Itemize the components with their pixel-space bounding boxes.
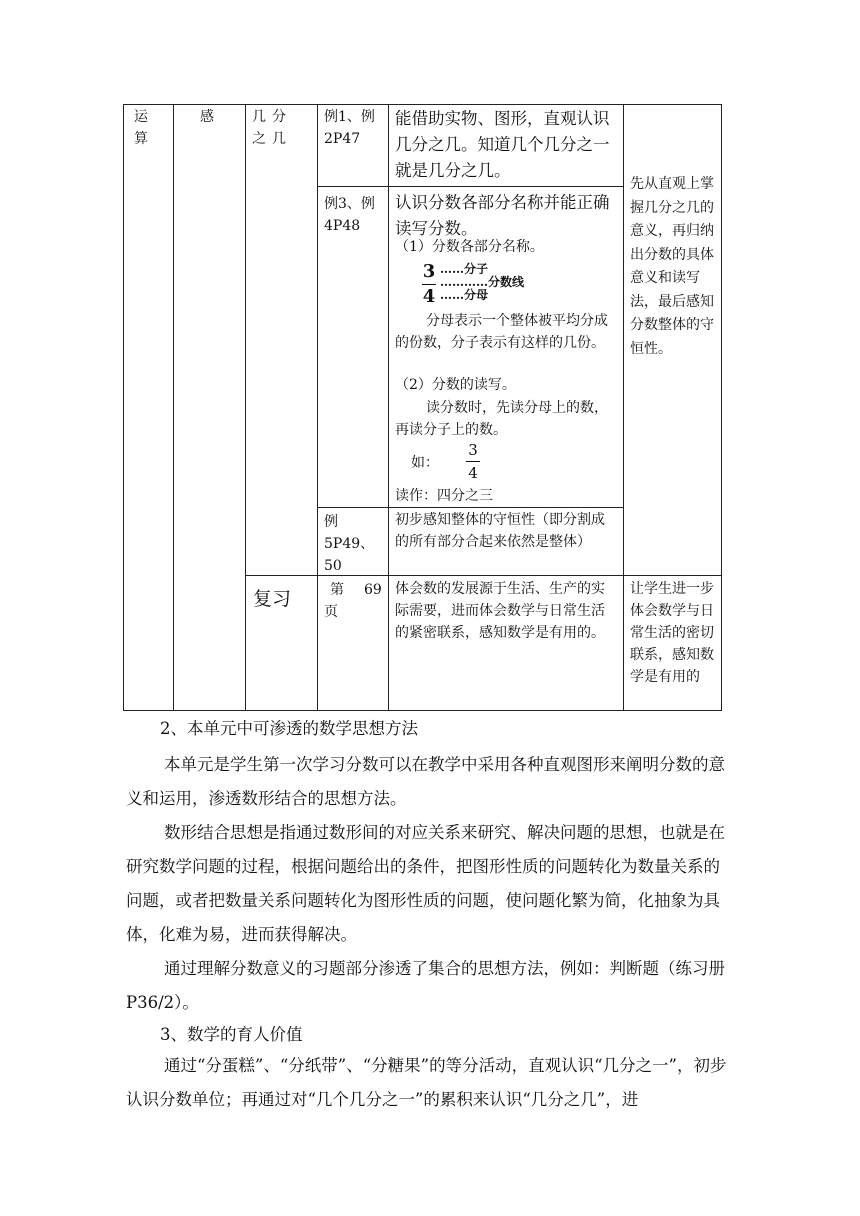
table-row-divider [245,575,722,576]
content-cell: 初步感知整体的守恒性（即分割成的所有部分合起来依然是整体） [395,512,605,550]
example-denominator: 4 [468,464,478,482]
table-border-bottom [123,710,722,711]
example-ref-cell: 例3、例4P48 [324,196,375,234]
section-heading: 2、本单元中可渗透的数学思想方法 [160,719,418,738]
content-read-as: 读作：四分之三 [395,488,493,504]
review-note-cell: 让学生进一步体会数学与日常生活的密切联系，感知数学是有用的 [630,581,714,685]
diagram-label-numerator: ……分子 [440,262,489,276]
example-numerator: 3 [468,441,478,459]
section-heading: 3、数学的育人价值 [160,1025,303,1044]
diagram-label-line: …………分数线 [440,275,525,289]
table-col-divider [317,104,318,711]
table-row-divider [317,507,623,508]
example-prefix: 如： [411,455,439,471]
table-border-left [123,104,124,711]
review-content-cell: 体会数的发展源于生活、生产的实际需要，进而体会数学与日常生活的紧密联系，感知数学是有用的。 [395,581,605,641]
table-col-divider [173,104,174,711]
paragraph: 通过理解分数意义的习题部分渗透了集合的思想方法，例如：判断题（练习册 P36/2）。 [126,959,725,1012]
note-cell: 先从直观上掌握几分之几的意义，再归纳出分数的具体意义和读写法，最后感知分数整体的守恒性。 [630,176,714,357]
paragraph: 数形结合思想是指通过数形间的对应关系来研究、解决问题的思想，也就是在研究数学问题的过程，根据问题给出的条件，把图形性质的问题转化为数量关系的问题，或者把数量关系问题转化为图形性质的问题，使问题化繁为简，化抽象为具体，化难为易，进而获得解决。 [126,823,725,944]
table-col-divider [388,104,389,711]
diagram-label-denominator: ……分母 [440,288,489,302]
content-item: （2）分数的读写。 [395,377,516,393]
topic-cell: 几分之几 [252,109,292,147]
review-ref-part: 第 [330,582,344,598]
table-col-divider [623,104,624,711]
example-fraction [466,441,480,482]
content-item: （1）分数各部分名称。 [395,239,544,255]
table-row-divider [317,186,623,187]
fraction-bar [422,284,436,285]
table-category-cell: 运算 [134,109,152,147]
review-topic-cell: 复习 [253,588,292,610]
review-ref-part: 69 [364,582,382,598]
content-read-rule: 读分数时，先读分母上的数，再读分子上的数。 [395,400,608,438]
content-explain: 分母表示一个整体被平均分成的份数，分子表示有这样的几份。 [395,313,608,351]
table-col-divider [245,104,246,711]
table-border-top [123,104,722,105]
example-ref-cell: 例5P49、50 [324,514,375,574]
table-border-right [721,104,722,711]
diagram-numerator: 3 [422,261,436,282]
paragraph: 本单元是学生第一次学习分数可以在教学中采用各种直观图形来阐明分数的意义和运用，渗透数形结合的思想方法。 [126,755,725,808]
fraction-diagram [422,262,436,307]
example-ref-cell: 例1、例2P47 [324,109,375,147]
content-cell: 能借助实物、图形，直观认识几分之几。知道几个几分之一就是几分之几。 [395,109,610,180]
paragraph: 通过“分蛋糕”、“分纸带”、“分糖果”的等分活动，直观认识“几分之一”，初步认识分数单位；再通过对“几个几分之一”的累积来认识“几分之几”，进 [126,1056,727,1109]
content-title: 认识分数各部分名称并能正确读写分数。 [395,193,610,238]
table-subcategory-cell: 感 [200,109,214,125]
fraction-bar [466,461,480,462]
diagram-denominator: 4 [422,286,436,307]
review-ref-part: 页 [324,604,338,620]
